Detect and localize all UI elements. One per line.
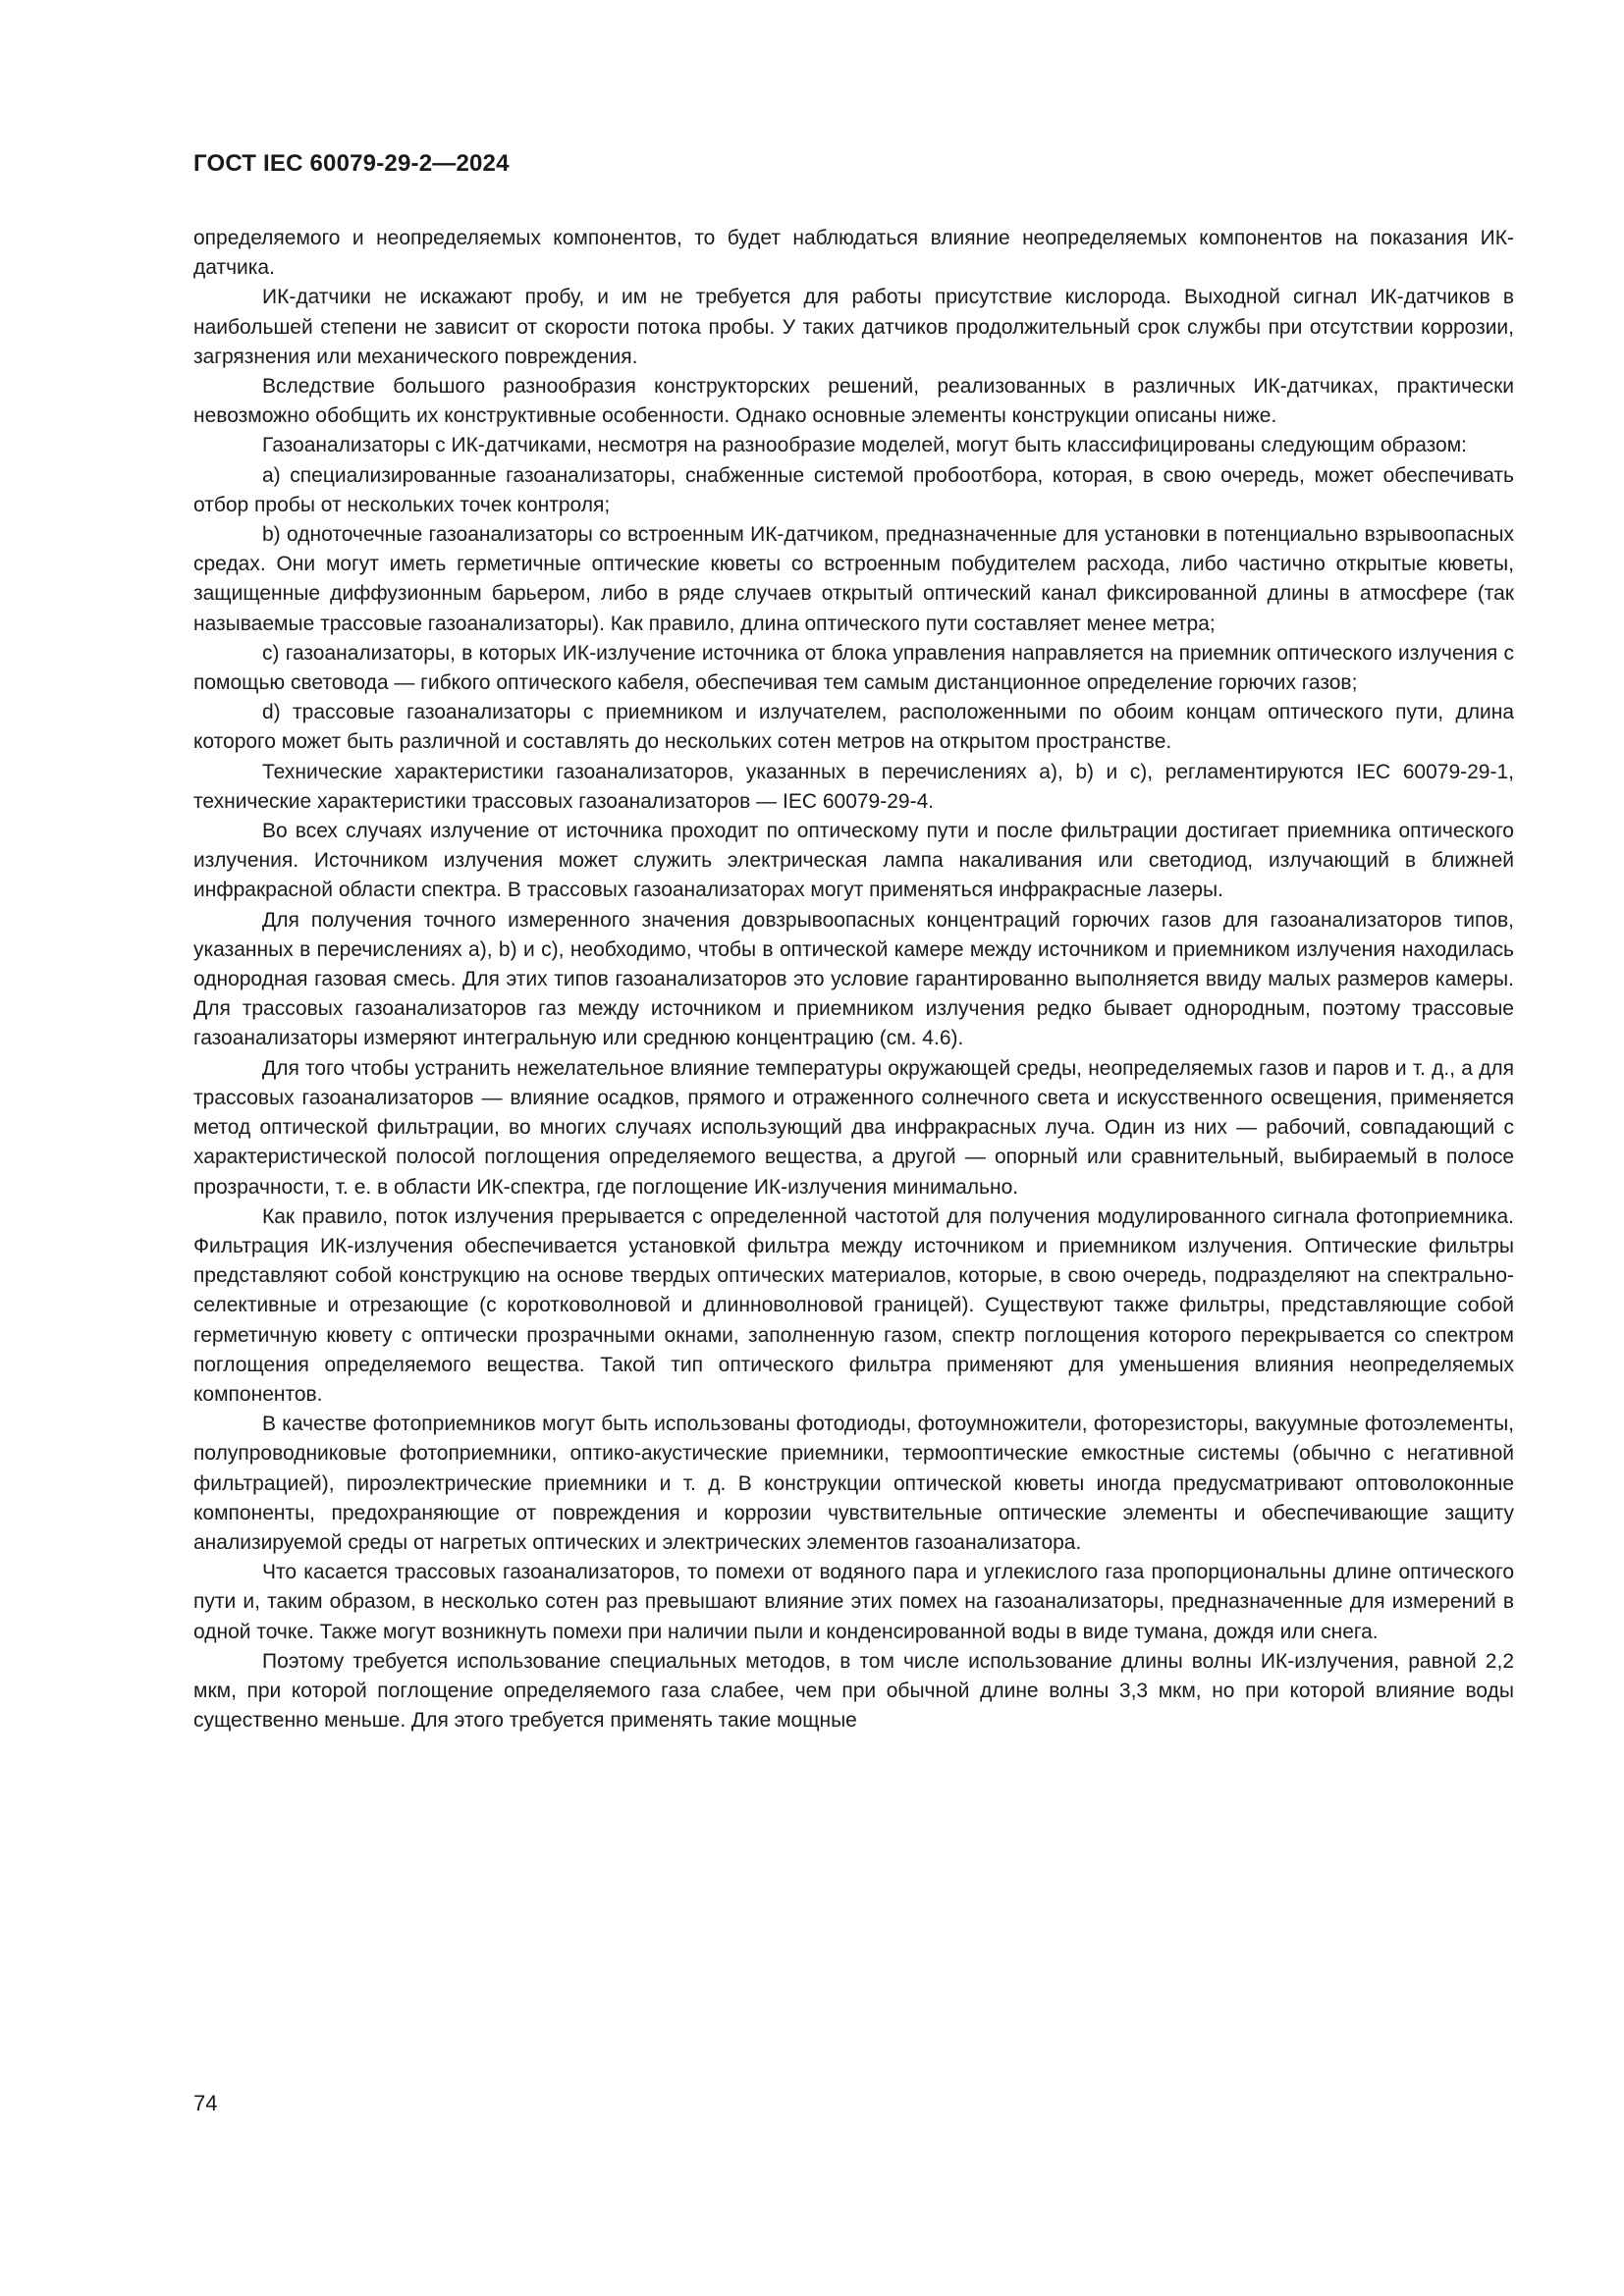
paragraph: Как правило, поток излучения прерывается с определенной частотой для получения модулированного сигнала фотоприемника. Фильтрация ИК-излучения обеспечивается установкой фильтра между источником и приемником излучения. Оптические фильтры представляют собой конструкцию на основе твердых оптических материалов, которые, в свою очередь, подразделяют на спектрально-селективные и отрезающие (с коротковолновой и длинноволновой границей). Существуют также фильтры, представляющие собой герметичную кювету с оптически прозрачными окнами, заполненную газом, спектр поглощения которого перекрывается со спектром поглощения определяемого вещества. Такой тип оптического фильтра применяют для уменьшения влияния неопределяемых компонентов. bbox=[193, 1204, 1514, 1406]
paragraph: Для получения точного измеренного значения довзрывоопасных концентраций горючих газов для газоанализаторов типов, указанных в перечислениях a), b) и c), необходимо, чтобы в оптической камере между источником и приемником излучения находилась однородная газовая смесь. Для этих типов газоанализаторов это условие гарантированно выполняется ввиду малых размеров камеры. Для трассовых газоанализаторов газ между источником и приемником излучения редко бывает однородным, поэтому трассовые газоанализаторы измеряют интегральную или среднюю концентрацию (см. 4.6). bbox=[193, 908, 1514, 1050]
paragraph: В качестве фотоприемников могут быть использованы фотодиоды, фотоумножители, фоторезисторы, вакуумные фотоэлементы, полупроводниковые фотоприемники, оптико-акустические приемники, термооптические емкостные системы (обычно с негативной фильтрацией), пироэлектрические приемники и т. д. В конструкции оптической кюветы иногда предусматривают оптоволоконные компоненты, предохраняющие от повреждения и коррозии чувствительные оптические элементы и обеспечивающие защиту анализируемой среды от нагретых оптических и электрических элементов газоанализатора. bbox=[193, 1413, 1514, 1554]
document-header: ГОСТ IEC 60079-29-2—2024 bbox=[193, 150, 510, 177]
document-body bbox=[193, 224, 1514, 1735]
page-number: 74 bbox=[193, 2091, 218, 2115]
paragraph: Что касается трассовых газоанализаторов, то помехи от водяного пара и углекислого газа пропорциональны длине оптического пути и, таким образом, в несколько сотен раз превышают влияние этих помех на газоанализаторы, предназначенные для измерений в одной точке. Также могут возникнуть помехи при наличии пыли и конденсированной воды в виде тумана, дождя или снега. bbox=[193, 1561, 1514, 1643]
list-item: a) специализированные газоанализаторы, снабженные системой пробоотбора, которая, в свою очередь, может обеспечивать отбор пробы от нескольких точек контроля; bbox=[193, 463, 1514, 516]
paragraph: определяемого и неопределяемых компонентов, то будет наблюдаться влияние неопределяемых компонентов на показания ИК-датчика. bbox=[193, 227, 1514, 280]
list-item: d) трассовые газоанализаторы с приемником и излучателем, расположенными по обоим концам оптического пути, длина которого может быть различной и составлять до нескольких сотен метров на открытом пространстве. bbox=[193, 701, 1514, 754]
list-item: c) газоанализаторы, в которых ИК-излучение источника от блока управления направляется на приемник оптического излучения с помощью световода — гибкого оптического кабеля, обеспечивая тем самым дистанционное определение горючих газов; bbox=[193, 641, 1514, 695]
paragraph: Вследствие большого разнообразия конструкторских решений, реализованных в различных ИК-датчиках, практически невозможно обобщить их конструктивные особенности. Однако основные элементы конструкции описаны ниже. bbox=[193, 375, 1514, 428]
paragraph: ИК-датчики не искажают пробу, и им не требуется для работы присутствие кислорода. Выходной сигнал ИК-датчиков в наибольшей степени не зависит от скорости потока пробы. У таких датчиков продолжительный срок службы при отсутствии коррозии, загрязнения или механического повреждения. bbox=[193, 286, 1514, 368]
paragraph: Газоанализаторы с ИК-датчиками, несмотря на разнообразие моделей, могут быть классифицированы следующим образом: bbox=[262, 434, 1468, 457]
paragraph: Для того чтобы устранить нежелательное влияние температуры окружающей среды, неопределяемых газов и паров и т. д., а для трассовых газоанализаторов — влияние осадков, прямого и отраженного солнечного света и искусственного освещения, применяется метод оптической фильтрации, во многих случаях использующий два инфракрасных луча. Один из них — рабочий, совпадающий с характеристической полосой поглощения определяемого вещества, а другой — опорный или сравнительный, выбираемый в полосе прозрачности, т. е. в области ИК-спектра, где поглощение ИК-излучения минимально. bbox=[193, 1056, 1514, 1199]
list-item: b) одноточечные газоанализаторы со встроенным ИК-датчиком, предназначенные для установки в потенциально взрывоопасных средах. Они могут иметь герметичные оптические кюветы со встроенным побудителем расхода, либо частично открытые кюветы, защищенные диффузионным барьером, либо в ряде случаев открытый оптический канал фиксированной длины в атмосфере (так называемые трассовые газоанализаторы). Как правило, длина оптического пути составляет менее метра; bbox=[193, 523, 1514, 635]
paragraph: Во всех случаях излучение от источника проходит по оптическому пути и после фильтрации достигает приемника оптического излучения. Источником излучения может служить электрическая лампа накаливания или светодиод, излучающий в ближней инфракрасной области спектра. В трассовых газоанализаторах могут применяться инфракрасные лазеры. bbox=[193, 820, 1514, 902]
paragraph: Технические характеристики газоанализаторов, указанных в перечислениях a), b) и c), регламентируются IEC 60079-29-1, технические характеристики трассовых газоанализаторов — IEC 60079-29-4. bbox=[193, 760, 1514, 813]
paragraph: Поэтому требуется использование специальных методов, в том числе использование длины волны ИК-излучения, равной 2,2 мкм, при которой поглощение определяемого газа слабее, чем при обычной длине волны 3,3 мкм, но при которой влияние воды существенно меньше. Для этого требуется применять такие мощные bbox=[193, 1649, 1514, 1733]
